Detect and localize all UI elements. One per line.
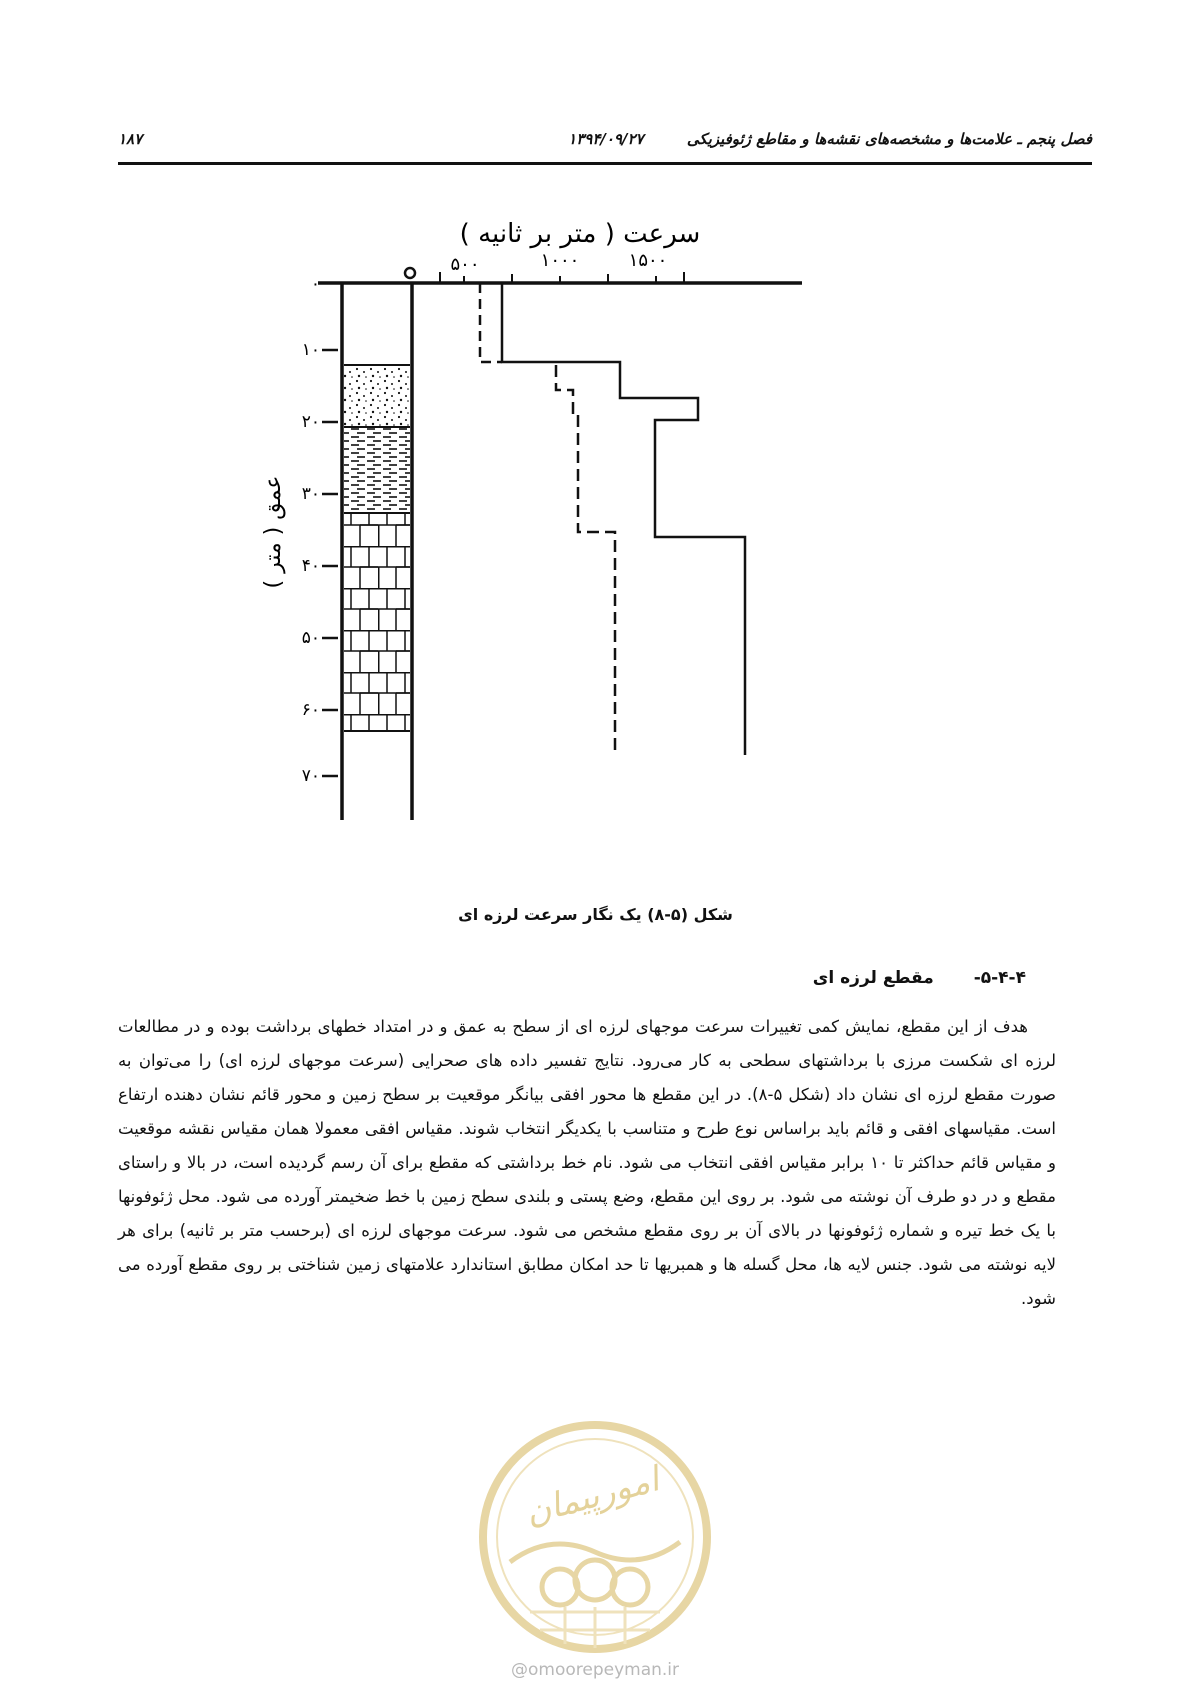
watermark (470, 1412, 720, 1702)
page-number: ۱۸۷ (118, 130, 143, 148)
y-axis-title: عمق ( متر ) (261, 475, 286, 589)
x-tick-label: ۱۰۰۰ (540, 250, 580, 271)
y-tick-label: ۷۰ (301, 766, 320, 786)
section-title: مقطع لرزه ای (812, 968, 934, 988)
seismic-velocity-log-figure (261, 210, 870, 890)
watermark-seal-icon (470, 1412, 720, 1662)
x-axis-title: سرعت ( متر بر ثانیه ) (459, 219, 701, 249)
y-ticks (322, 350, 338, 776)
velocity-curve-dashed-lower (556, 365, 615, 755)
watermark-site: @omoorepeyman.ir (510, 1660, 680, 1680)
x-tick-label: ۵۰۰ (450, 254, 480, 275)
x-tick-label: ۱۵۰۰ (628, 250, 668, 271)
body-text (118, 1010, 1056, 1316)
header-date: ۱۳۹۴/۰۹/۲۷ (568, 130, 644, 148)
y-tick-label: ۴۰ (301, 556, 320, 576)
section-number: ۵-۴-۴- (973, 968, 1026, 988)
section-heading (813, 968, 1026, 988)
limestone-layer (344, 513, 410, 731)
geophone-marker (405, 268, 415, 278)
y-tick-label: ۵۰ (301, 628, 320, 648)
y-tick-label: ۱۰ (301, 340, 320, 360)
shale-layer (344, 427, 410, 513)
velocity-curve-dashed-upper (480, 283, 502, 362)
page-header (118, 128, 1092, 165)
y-tick-label: ۶۰ (301, 700, 320, 720)
figure-caption: شکل (۵-۸) یک نگار سرعت لرزه ای (458, 905, 733, 924)
chapter-title (568, 130, 1092, 148)
y-tick-label: ۰ (310, 274, 320, 294)
y-tick-label: ۳۰ (301, 484, 320, 504)
y-tick-label: ۲۰ (301, 412, 320, 432)
velocity-curve-solid (502, 283, 745, 755)
velocity-log-drawing (261, 210, 870, 890)
sand-layer (344, 365, 410, 427)
watermark-logo-text: امورپیمان (521, 1459, 664, 1534)
y-tick-labels (302, 274, 320, 786)
body-paragraph: هدف از این مقطع، نمایش کمی تغییرات سرعت موجهای لرزه ای از سطح به عمق و در امتداد خطهای برداشت بوده و در مطالعات لرزه ای شکست مرزی با برداشتهای سطحی به کار می‌رود. نتایج تفسیر داده های صحرایی (سرعت موجهای لرزه ای) را می‌توان به صورت مقطع لرزه ای نشان داد (شکل ۵-۸). در این مقطع ها محور افقی بیانگر موقعیت بر سطح زمین و محور قائم نشان دهنده ارتفاع است. مقیاسهای افقی و قائم باید براساس نوع طرح و متناسب با یکدیگر انتخاب شوند. مقیاس افقی معمولا همان مقیاس نقشه موقعیت و مقیاس قائم حداکثر تا ۱۰ برابر مقیاس افقی انتخاب می شود. نام خط برداشتی که مقطع برای آن رسم گردیده است، در بالا و راستای مقطع و در دو طرف آن نوشته می شود. بر روی این مقطع، وضع پستی و بلندی سطح زمین با خط ضخیمتر آورده می شود. محل ژئوفونها با یک خط تیره و شماره ژئوفونها در بالای آن بر روی مقطع مشخص می شود. سرعت موجهای لرزه ای (برحسب متر بر ثانیه) برای هر لایه نوشته می شود. جنس لایه ها، محل گسله ها و همبریها تا حد امکان مطابق استاندارد علامتهای زمین شناختی بر روی مقطع آورده می شود. (118, 1017, 1056, 1308)
chapter-title-text: فصل پنجم ـ علامت‌ها و مشخصه‌های نقشه‌ها و مقاطع ژئوفیزیکی (686, 130, 1092, 148)
